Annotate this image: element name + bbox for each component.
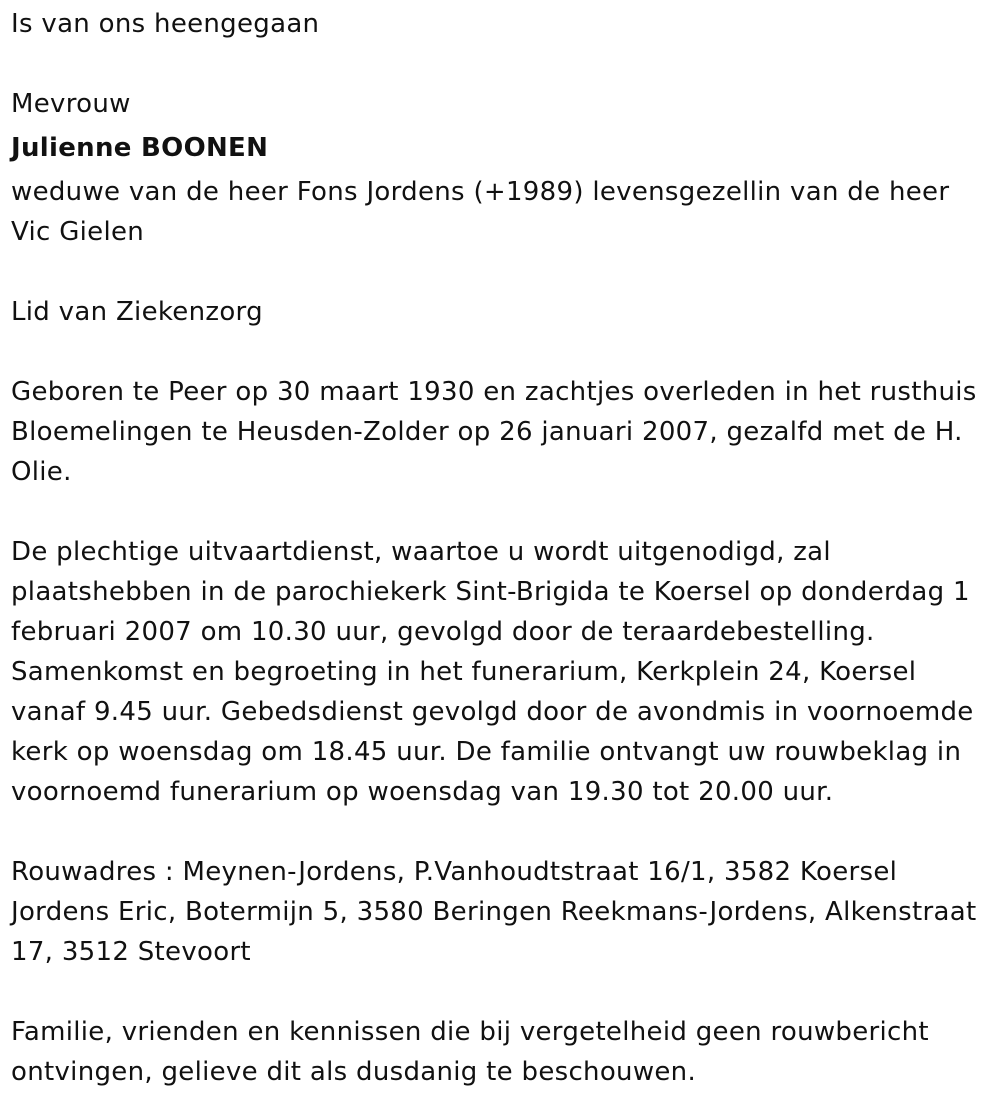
- deceased-name: Julienne BOONEN: [11, 133, 269, 163]
- membership-text: Lid van Ziekenzorg: [11, 297, 263, 327]
- salutation: Mevrouw: [11, 89, 131, 119]
- spacer: [11, 44, 991, 84]
- obituary-notice: [11, 4, 991, 1092]
- closing-paragraph: Familie, vrienden en kennissen die bij vergetelheid geen rouwbericht ontvingen, gelieve dit als dusdanig te beschouwen.: [11, 1017, 929, 1087]
- ceremony-paragraph: De plechtige uitvaartdienst, waartoe u wordt uitgenodigd, zal plaatshebben in de parochiekerk Sint-Brigida te Koersel op donderdag 1 februari 2007 om 10.30 uur, gevolgd door de teraardebestelling. Samenkomst en begroeting in het funerarium, Kerkplein 24, Koersel vanaf 9.45 uur. Gebedsdienst gevolgd door de avondmis in voornoemde kerk op woensdag om 18.45 uur. De familie ontvangt uw rouwbeklag in voornoemd funerarium op woensdag van 19.30 tot 20.00 uur.: [11, 537, 974, 807]
- spacer: [11, 492, 991, 532]
- intro-line: Is van ons heengegaan: [11, 9, 320, 39]
- spacer: [11, 332, 991, 372]
- relation-text: weduwe van de heer Fons Jordens (+1989) levensgezellin van de heer Vic Gielen: [11, 177, 950, 247]
- spacer: [11, 252, 991, 292]
- spacer: [11, 812, 991, 852]
- birth-death-paragraph: Geboren te Peer op 30 maart 1930 en zachtjes overleden in het rusthuis Bloemelingen te Heusden-Zolder op 26 januari 2007, gezalfd met de H. Olie.: [11, 377, 977, 487]
- spacer: [11, 972, 991, 1012]
- addresses-paragraph: Rouwadres : Meynen-Jordens, P.Vanhoudtstraat 16/1, 3582 Koersel Jordens Eric, Botermijn 5, 3580 Beringen Reekmans-Jordens, Alkenstraat 17, 3512 Stevoort: [11, 857, 977, 967]
